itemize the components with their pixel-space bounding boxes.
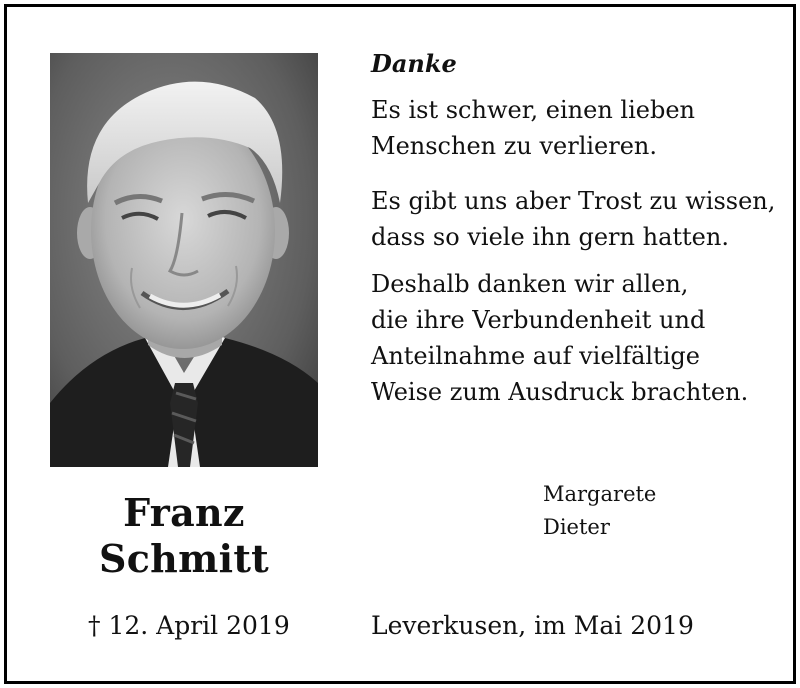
deceased-last-name: Schmitt — [98, 536, 270, 581]
message-paragraph-1 — [371, 92, 695, 164]
message-line: Es ist schwer, einen lieben — [371, 96, 695, 124]
portrait-photo — [50, 53, 318, 467]
deceased-first-name: Franz — [123, 490, 245, 535]
message-line: Es gibt uns aber Trost zu wissen, — [371, 187, 776, 215]
message-line: Deshalb danken wir allen, — [371, 270, 689, 298]
portrait-image — [50, 53, 318, 467]
message-heading: Danke — [371, 49, 457, 78]
signer-name: Dieter — [543, 515, 610, 539]
message-line: Anteilnahme auf vielfältige — [371, 342, 700, 370]
message-line: dass so viele ihn gern hatten. — [371, 223, 729, 251]
death-date: † 12. April 2019 — [88, 611, 290, 640]
message-line: Menschen zu verlieren. — [371, 132, 658, 160]
message-paragraph-3 — [371, 266, 748, 410]
message-line: die ihre Verbundenheit und — [371, 306, 706, 334]
signer-name: Margarete — [543, 482, 657, 506]
message-line: Weise zum Ausdruck brachten. — [371, 378, 749, 406]
signers — [543, 478, 656, 544]
message-paragraph-2 — [371, 183, 775, 255]
place-and-date: Leverkusen, im Mai 2019 — [371, 611, 694, 640]
